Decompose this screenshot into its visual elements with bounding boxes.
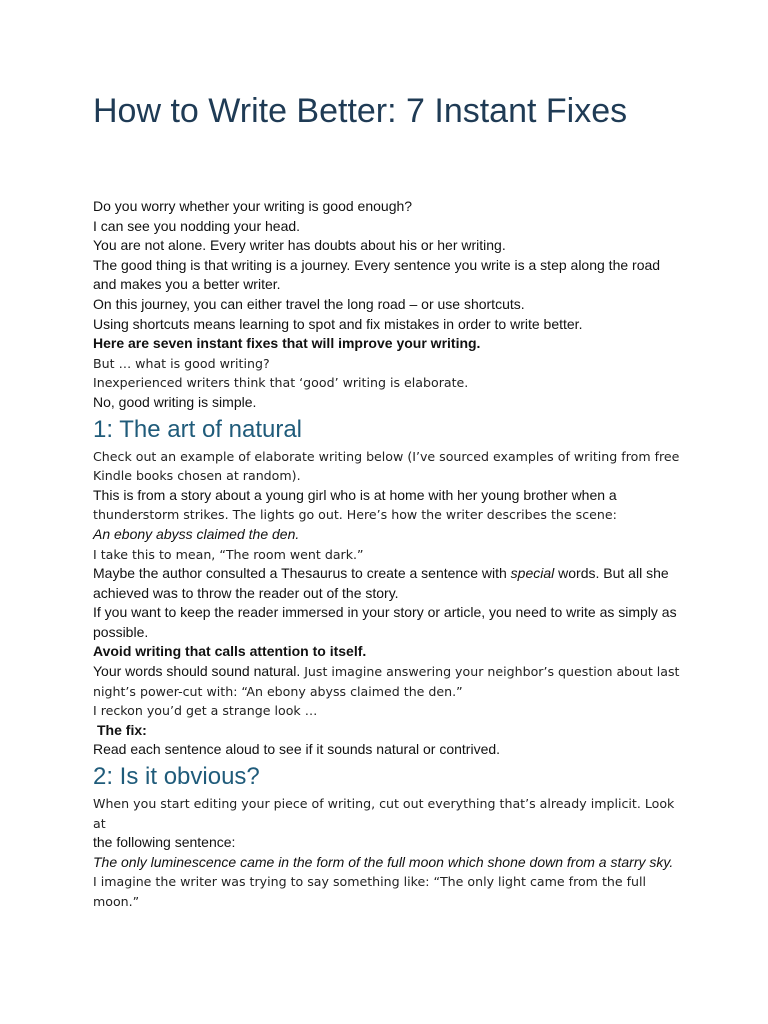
section-1-quote: An ebony abyss claimed the den. xyxy=(93,525,300,542)
page-title: How to Write Better: 7 Instant Fixes xyxy=(93,92,628,130)
section-1-paragraph-2b: thunderstorm strikes. The lights go out. Here’s how the writer describes the scene: xyxy=(93,507,617,523)
section-1-fix-text: Read each sentence aloud to see if it sounds natural or contrived. xyxy=(93,741,501,758)
intro-paragraph-4: The good thing is that writing is a journey. Every sentence you write is a step along the road and makes you a better writer. xyxy=(93,256,661,293)
section-1-paragraph-8: I reckon you’d get a strange look … xyxy=(93,703,318,719)
intro-paragraph-6: Using shortcuts means learning to spot and fix mistakes in order to write better. xyxy=(93,315,583,332)
section-1-paragraph-4-emphasis: special xyxy=(510,565,555,582)
section-2-paragraph-2: I imagine the writer was trying to say something like: “The only light came from the full moon.” xyxy=(93,874,647,909)
intro-paragraph-10: No, good writing is simple. xyxy=(93,393,257,410)
intro-paragraph-2: I can see you nodding your head. xyxy=(93,217,301,234)
section-1-paragraph-7-start: Your words should sound natural. xyxy=(93,663,305,680)
section-2-paragraph-1a: When you start editing your piece of writing, cut out everything that’s already implicit. Look at xyxy=(93,796,675,831)
section-1-fix-label: The fix: xyxy=(97,721,147,738)
intro-paragraph-8: But … what is good writing? xyxy=(93,355,270,371)
section-1-paragraph-3: I take this to mean, “The room went dark.” xyxy=(93,546,364,562)
intro-paragraph-3: You are not alone. Every writer has doubts about his or her writing. xyxy=(93,237,506,254)
section-2-heading: 2: Is it obvious? xyxy=(93,763,260,791)
intro-paragraph-5: On this journey, you can either travel the long road – or use shortcuts. xyxy=(93,295,525,312)
intro-paragraph-9: Inexperienced writers think that ‘good’ writing is elaborate. xyxy=(93,375,469,391)
document-body xyxy=(93,197,683,912)
section-1-paragraph-4-start: Maybe the author consulted a Thesaurus to create a sentence with xyxy=(93,565,511,582)
section-2-quote: The only luminescence came in the form of the full moon which shone down from a starry sky. xyxy=(93,853,674,870)
section-1-paragraph-1: Check out an example of elaborate writing below (I’ve sourced examples of writing from free Kindle books chosen at random). xyxy=(93,448,680,484)
section-1-paragraph-2a: This is from a story about a young girl who is at home with her young brother when a xyxy=(93,486,617,503)
section-1-paragraph-5: If you want to keep the reader immersed in your story or article, you need to write as simply as possible. xyxy=(93,604,677,640)
intro-bold-statement: Here are seven instant fixes that will improve your writing. xyxy=(93,335,481,352)
section-1-paragraph-4-end: words. But all she achieved was to throw the reader out of the story. xyxy=(93,565,669,601)
section-2-paragraph-1b: the following sentence: xyxy=(93,834,236,851)
section-1-paragraph-7 xyxy=(93,662,683,701)
section-1-bold-statement: Avoid writing that calls attention to itself. xyxy=(93,643,367,660)
section-1-paragraph-4 xyxy=(93,564,683,603)
section-1-heading: 1: The art of natural xyxy=(93,415,303,443)
section-1-paragraph-7-end: Just imagine answering your neighbor’s question about last night’s power-cut with: “An ebony abyss claimed the den.” xyxy=(93,664,680,699)
intro-paragraph-1: Do you worry whether your writing is good enough? xyxy=(93,198,413,214)
